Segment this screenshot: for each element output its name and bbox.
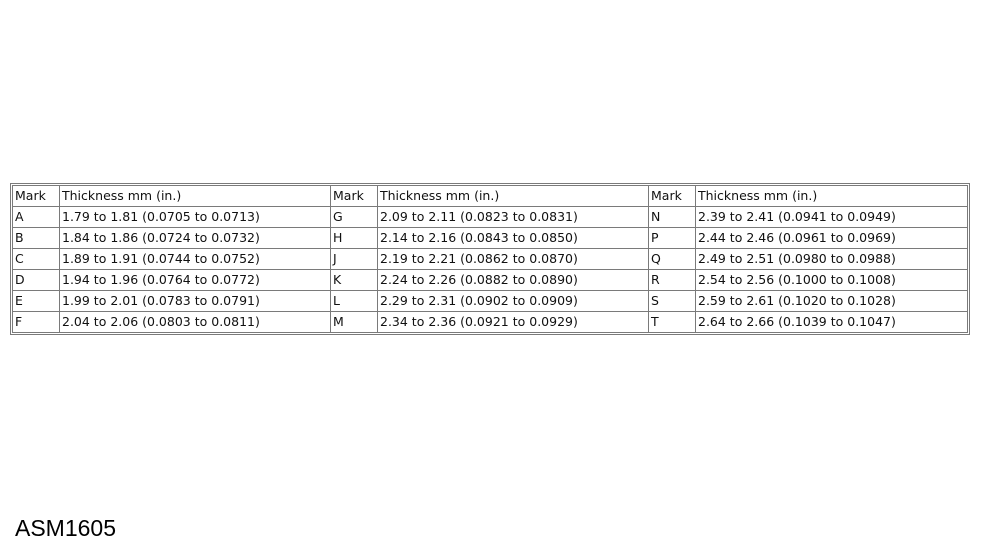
mark-cell: F [13,312,60,332]
mark-cell: K [331,270,378,291]
mark-cell: J [331,249,378,270]
thickness-cell: 2.04 to 2.06 (0.0803 to 0.0811) [60,312,331,332]
mark-cell: M [331,312,378,332]
table-row [13,291,967,312]
column-header: Mark [649,186,696,207]
table-row [13,249,967,270]
mark-cell: D [13,270,60,291]
mark-cell: P [649,228,696,249]
thickness-cell: 2.39 to 2.41 (0.0941 to 0.0949) [696,207,967,228]
mark-cell: A [13,207,60,228]
thickness-cell: 2.54 to 2.56 (0.1000 to 0.1008) [696,270,967,291]
column-header: Thickness mm (in.) [378,186,649,207]
table-row [13,207,967,228]
thickness-cell: 2.19 to 2.21 (0.0862 to 0.0870) [378,249,649,270]
mark-cell: B [13,228,60,249]
mark-cell: E [13,291,60,312]
table-row [13,312,967,332]
thickness-cell: 2.64 to 2.66 (0.1039 to 0.1047) [698,314,896,329]
thickness-cell: 2.44 to 2.46 (0.0961 to 0.0969) [696,228,967,249]
column-header: Mark [13,186,60,207]
table-row [13,228,967,249]
shim-thickness-table [12,185,968,333]
mark-cell: C [13,249,60,270]
thickness-cell: 2.14 to 2.16 (0.0843 to 0.0850) [378,228,649,249]
shim-thickness-table-container [12,185,968,333]
thickness-cell: 2.09 to 2.11 (0.0823 to 0.0831) [378,207,649,228]
thickness-cell: 2.59 to 2.61 (0.1020 to 0.1028) [696,291,967,312]
column-header: Thickness mm (in.) [60,186,331,207]
mark-cell: G [331,207,378,228]
thickness-cell: 2.24 to 2.26 (0.0882 to 0.0890) [378,270,649,291]
mark-cell: H [331,228,378,249]
table-header-row [13,186,967,207]
thickness-cell: 2.29 to 2.31 (0.0902 to 0.0909) [378,291,649,312]
mark-cell: T [649,312,696,332]
column-header: Mark [331,186,378,207]
thickness-cell: 1.79 to 1.81 (0.0705 to 0.0713) [60,207,331,228]
column-header: Thickness mm (in.) [696,186,967,207]
table-row [13,270,967,291]
thickness-cell: 1.89 to 1.91 (0.0744 to 0.0752) [60,249,331,270]
mark-cell: R [649,270,696,291]
mark-cell: N [649,207,696,228]
thickness-cell: 2.49 to 2.51 (0.0980 to 0.0988) [696,249,967,270]
figure-id-caption: ASM1605 [15,515,117,541]
mark-cell: Q [649,249,696,270]
mark-cell: L [331,291,378,312]
thickness-cell: 1.94 to 1.96 (0.0764 to 0.0772) [60,270,331,291]
mark-cell: S [649,291,696,312]
thickness-cell: 1.99 to 2.01 (0.0783 to 0.0791) [60,291,331,312]
thickness-cell: 2.34 to 2.36 (0.0921 to 0.0929) [378,312,649,332]
thickness-cell: 1.84 to 1.86 (0.0724 to 0.0732) [60,228,331,249]
